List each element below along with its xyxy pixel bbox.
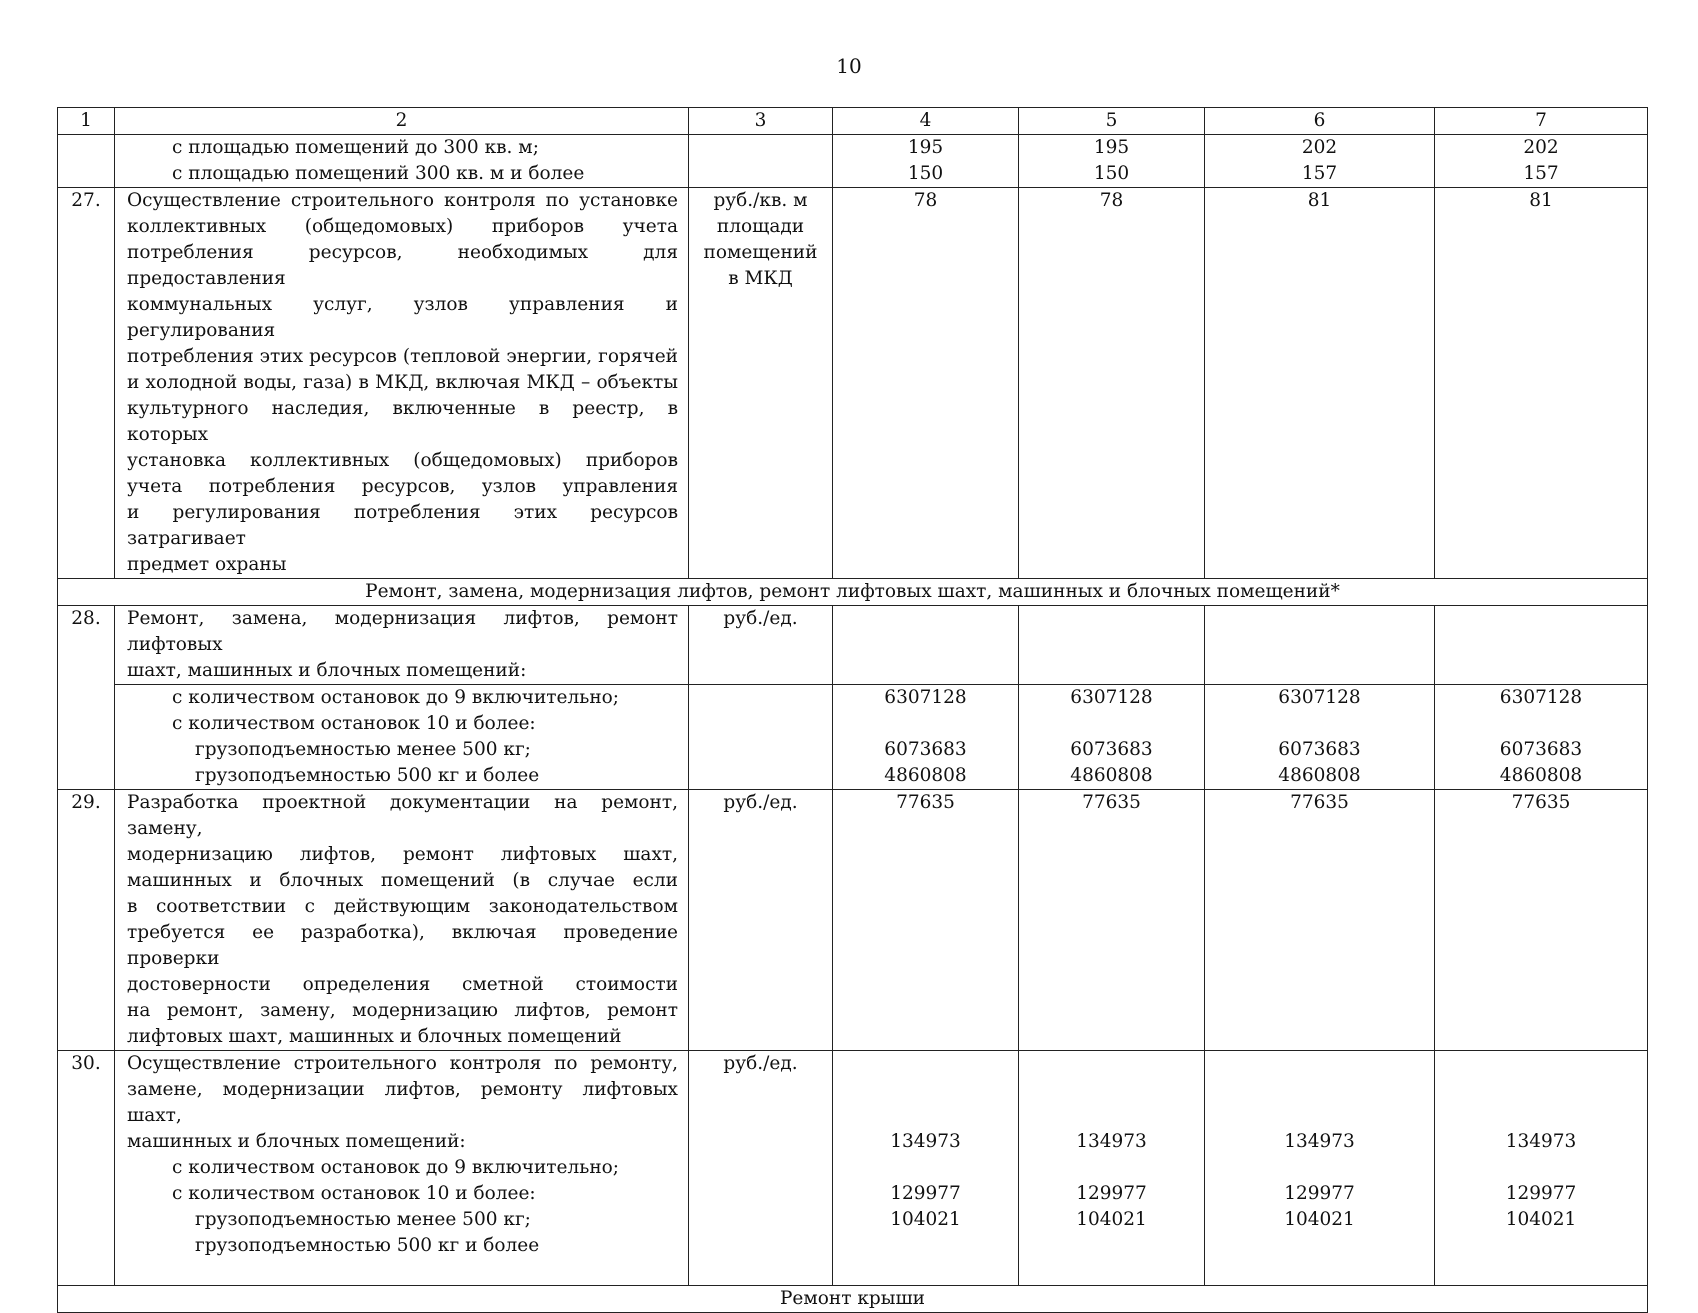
- header-row: [58, 108, 1648, 135]
- value-cell: 81: [1205, 188, 1435, 579]
- row-unit: руб./кв. м площади помещений в МКД: [689, 188, 833, 579]
- value-cell: 77635: [1435, 790, 1648, 1051]
- row-number: 30.: [58, 1051, 115, 1286]
- header-cell: 2: [115, 108, 689, 135]
- value-cell: 78: [833, 188, 1019, 579]
- table-row: [58, 790, 1648, 1051]
- value-cell: 195 150: [833, 135, 1019, 188]
- value-cell: [1019, 606, 1205, 685]
- value-cell: 77635: [1205, 790, 1435, 1051]
- page-number: 10: [836, 54, 862, 78]
- value-cell: 134973 129977 104021: [833, 1051, 1019, 1286]
- section-row: [58, 1286, 1648, 1313]
- row-unit: руб./ед.: [689, 790, 833, 1051]
- table-row: [58, 188, 1648, 579]
- value-cell: [1435, 606, 1648, 685]
- row-number: 29.: [58, 790, 115, 1051]
- row-description: Осуществление строительного контроля по ремонту, замене, модернизации лифтов, ремонту лифтовых шахт, машинных и блочных помещений: с количеством остановок до 9 включительно; с количеством остановок 10 и более: грузоподъемностью менее 500 кг; грузоподъемностью 500 кг и более: [115, 1051, 689, 1286]
- sub-line: с площадью помещений 300 кв. м и более: [172, 163, 585, 184]
- value-cell: 6307128 6073683 4860808: [1435, 685, 1648, 790]
- value-cell: [1205, 606, 1435, 685]
- row-number: [58, 135, 115, 188]
- row-number: 27.: [58, 188, 115, 579]
- row-unit: руб./ед.: [689, 1051, 833, 1286]
- row-description: с количеством остановок до 9 включительно; с количеством остановок 10 и более: грузоподъемностью менее 500 кг; грузоподъемностью 500 кг и более: [115, 685, 689, 790]
- sub-line: с площадью помещений до 300 кв. м;: [172, 137, 539, 158]
- value-cell: 202 157: [1205, 135, 1435, 188]
- value-cell: 81: [1435, 188, 1648, 579]
- value-cell: [833, 606, 1019, 685]
- value-cell: 77635: [1019, 790, 1205, 1051]
- header-cell: 6: [1205, 108, 1435, 135]
- value-cell: 134973 129977 104021: [1205, 1051, 1435, 1286]
- value-cell: 6307128 6073683 4860808: [833, 685, 1019, 790]
- row-description: Разработка проектной документации на ремонт, замену, модернизацию лифтов, ремонт лифтовых шахт, машинных и блочных помещений (в случае если в соответствии с действующим законодательством требуется ее разработка), включая проведение проверки достоверности определения сметной стоимости на ремонт, замену, модернизацию лифтов, ремонт лифтовых шахт, машинных и блочных помещений: [115, 790, 689, 1051]
- section-row: [58, 579, 1648, 606]
- table-row: [58, 685, 1648, 790]
- header-cell: 7: [1435, 108, 1648, 135]
- table-row: [58, 135, 1648, 188]
- row-unit: [689, 135, 833, 188]
- header-cell: 4: [833, 108, 1019, 135]
- table-row: [58, 1051, 1648, 1286]
- value-cell: 6307128 6073683 4860808: [1019, 685, 1205, 790]
- value-cell: 134973 129977 104021: [1019, 1051, 1205, 1286]
- value-cell: 78: [1019, 188, 1205, 579]
- section-title-lifts: Ремонт, замена, модернизация лифтов, ремонт лифтовых шахт, машинных и блочных помещений*: [58, 579, 1648, 606]
- header-cell: 1: [58, 108, 115, 135]
- row-unit: руб./ед.: [689, 606, 833, 685]
- value-cell: 202 157: [1435, 135, 1648, 188]
- header-cell: 3: [689, 108, 833, 135]
- value-cell: 77635: [833, 790, 1019, 1051]
- value-cell: 6307128 6073683 4860808: [1205, 685, 1435, 790]
- row-description: Ремонт, замена, модернизация лифтов, ремонт лифтовых шахт, машинных и блочных помещений:: [115, 606, 689, 685]
- value-cell: 195 150: [1019, 135, 1205, 188]
- tariff-table: [57, 107, 1648, 1313]
- table-row: [58, 606, 1648, 685]
- header-cell: 5: [1019, 108, 1205, 135]
- row-number: 28.: [58, 606, 115, 790]
- value-cell: 134973 129977 104021: [1435, 1051, 1648, 1286]
- row-description: Осуществление строительного контроля по установке коллективных (общедомовых) приборов учета потребления ресурсов, необходимых для предоставления коммунальных услуг, узлов управления и регулирования потребления этих ресурсов (тепловой энергии, горячей и холодной воды, газа) в МКД, включая МКД – объекты культурного наследия, включенные в реестр, в которых установка коллективных (общедомовых) приборов учета потребления ресурсов, узлов управления и регулирования потребления этих ресурсов затрагивает предмет охраны: [115, 188, 689, 579]
- row-unit: [689, 685, 833, 790]
- row-description: [115, 135, 689, 188]
- section-title-roof: Ремонт крыши: [58, 1286, 1648, 1313]
